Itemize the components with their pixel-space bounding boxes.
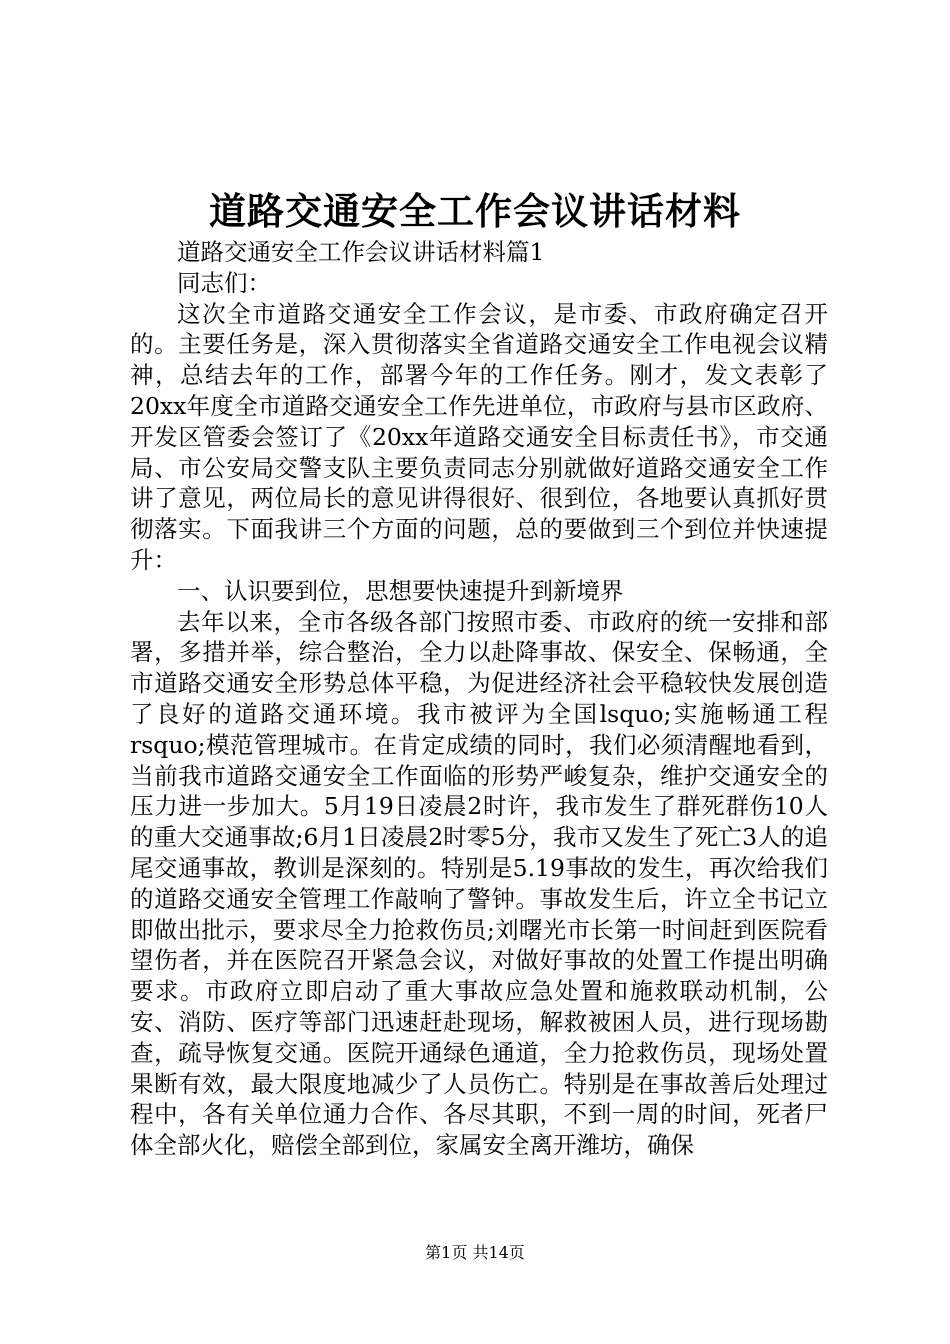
document-title: 道路交通安全工作会议讲话材料: [209, 189, 741, 233]
section-heading-part-1: 道路交通安全工作会议讲话材料篇1: [177, 238, 545, 266]
salutation: 同志们：: [177, 268, 271, 297]
body-paragraph: 这次全市道路交通安全工作会议，是市委、市政府确定召开的。主要任务是，深入贯彻落实全省道路交通安全工作电视会议精神，总结去年的工作，部署今年的工作任务。刚才，发文表彰了20xx年度全市道路交通安全工作先进单位，市政府与县市区政府、开发区管委会签订了《20xx年道路交通安全目标责任书》，市交通局、市公安局交警支队主要负责同志分别就做好道路交通安全工作讲了意见，两位局长的意见讲得很好、很到位，各地要认真抓好贯彻落实。下面我讲三个方面的问题，总的要做到三个到位并快速提升：: [130, 299, 828, 574]
body-paragraph: 去年以来，全市各级各部门按照市委、市政府的统一安排和部署，多措并举，综合整治，全力以赴降事故、保安全、保畅通，全市道路交通安全形势总体平稳，为促进经济社会平稳较快发展创造了良好的道路交通环境。我市被评为全国lsquo;实施畅通工程rsquo;模范管理城市。在肯定成绩的同时，我们必须清醒地看到，当前我市道路交通安全工作面临的形势严峻复杂，维护交通安全的压力进一步加大。5月19日凌晨2时许，我市发生了群死群伤10人的重大交通事故;6月1日凌晨2时零5分，我市又发生了死亡3人的追尾交通事故，教训是深刻的。特别是5.19事故的发生，再次给我们的道路交通安全管理工作敲响了警钟。事故发生后，许立全书记立即做出批示，要求尽全力抢救伤员;刘曙光市长第一时间赶到医院看望伤者，并在医院召开紧急会议，对做好事故的处置工作提出明确要求。市政府立即启动了重大事故应急处置和施救联动机制，公安、消防、医疗等部门迅速赶赴现场，解救被困人员，进行现场勘查，疏导恢复交通。医院开通绿色通道，全力抢救伤员，现场处置果断有效，最大限度地减少了人员伤亡。特别是在事故善后处理过程中，各有关单位通力合作、各尽其职，不到一周的时间，死者尸体全部火化，赔偿全部到位，家属安全离开潍坊，确保: [130, 607, 828, 1160]
document-body: [130, 237, 828, 1161]
section-heading-one: 一、认识要到位，思想要快速提升到新境界: [177, 576, 624, 605]
page-footer: 第1页 共14页: [425, 1243, 525, 1262]
